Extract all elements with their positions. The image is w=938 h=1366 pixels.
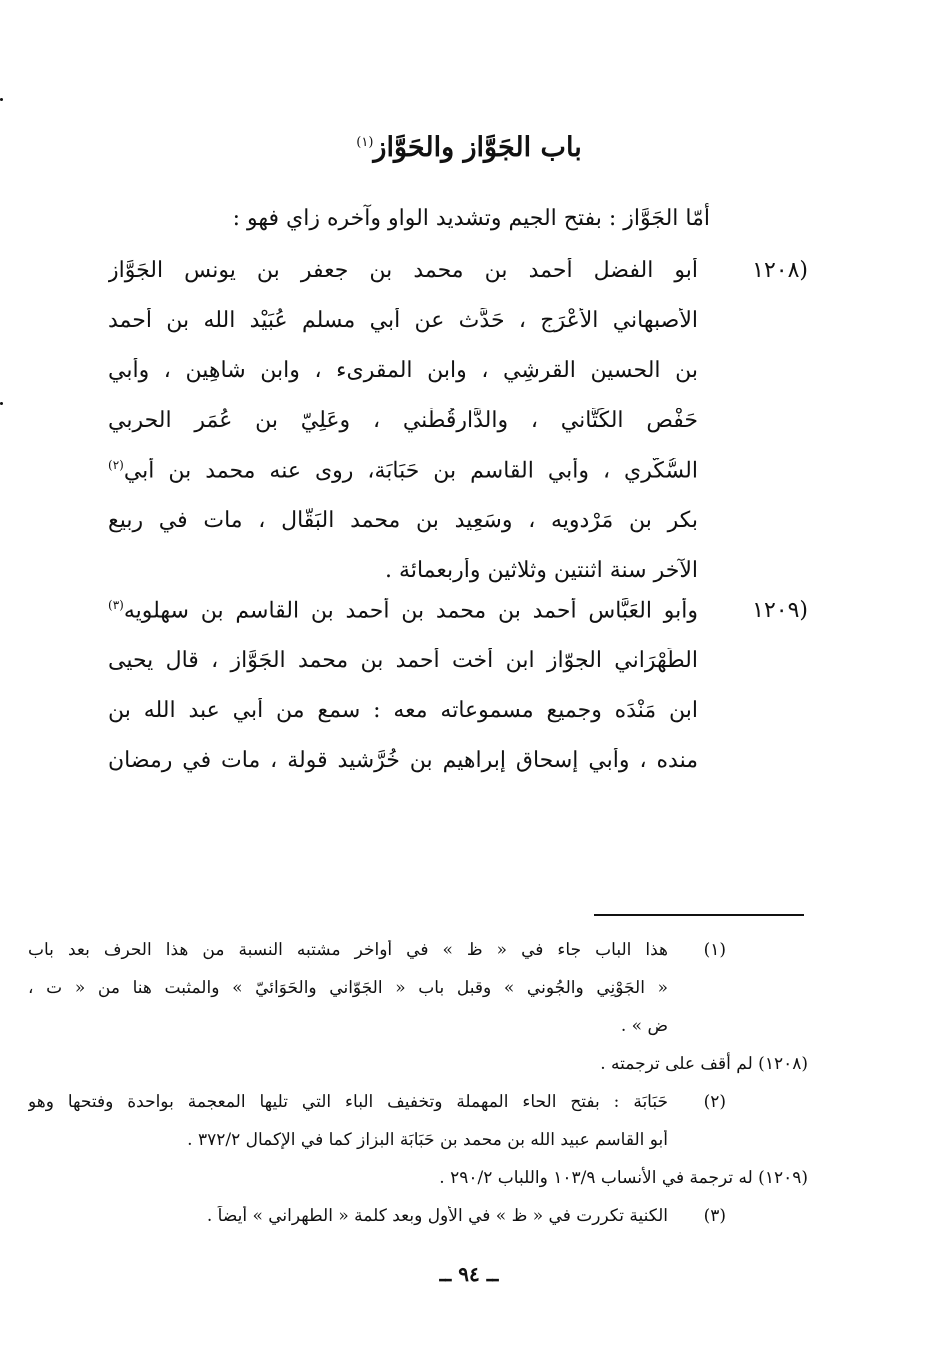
footnote-line: هذا الباب جاء في « ظ » في أواخر مشتبه النسبة من هذا الحرف بعد باب [28,940,668,960]
entry-line-text: السُّكَّري ، وأبي القاسم بن حَبَابَة، روى عنه محمد بن أبي [123,458,698,484]
footnote-text: (١٢٠٩) له ترجمة في الأنساب ١٠٣/٩ واللباب ٢٩٠/٢ . [439,1168,808,1188]
footnote-divider [594,914,804,916]
footnote-number: (٢) [703,1092,726,1112]
entry-line [108,598,698,623]
footnote-text: (١٢٠٨) لم أقف على ترجمته . [600,1054,808,1074]
entry-line: منده ، وأبي إسحاق إبراهيم بن خُرَّشيد قولة ، مات في رمضان [108,748,698,773]
entry-line: الأصبهاني الأعْرَج ، حَدَّث عن أبي مسلم عُبَيْد الله بن أحمد [108,308,698,333]
footnote-marker: (٣) [108,598,124,612]
entry-number: (١٢٠٨ [752,258,808,283]
entry-line: الطِّهْرَاني الجوّاز ابن أخت أحمد بن محمد الجَوَّاز ، قال يحيى [108,648,698,673]
chapter-title [0,132,938,163]
entry-number: (١٢٠٩ [752,598,808,623]
entry-line-text: وأبو العَبَّاس أحمد بن محمد بن أحمد بن القاسم بن سهلويه [123,598,698,624]
entry-line: حَفْص الكَتَّاني ، والدَّارقُطْني ، وعَلِيّ بن عُمَر الحربي [108,408,698,433]
entry-line [108,458,698,483]
entry-line: ابن مَنْدَه وجميع مسموعاته معه : سمع من أبي عبد الله بن [108,698,698,723]
footnote-line: أبو القاسم عبيد الله بن محمد بن حَبَابَة البزاز كما في الإكمال ٣٧٢/٢ . [187,1130,668,1150]
scan-mark [0,402,3,405]
entry-line: بكر بن مَرْدويه ، وسَعِيد بن محمد البَقَّال ، مات في ربيع [108,508,698,533]
footnote-line: « الجَوْنِي والجُوني » وقبل باب « الجَوّاني والحَوَائيّ » والمثبت هنا من « ت ، [28,978,668,998]
chapter-title-text: باب الجَوَّاز والحَوَّاز [373,132,582,163]
page-number: ــ ٩٤ ــ [439,1262,499,1286]
footnote-line: ض » . [620,1016,668,1036]
footnote-marker: (١) [356,135,374,150]
footnote-line: حَبَابَة : بفتح الحاء المهملة وتخفيف الباء التي تليها المعجمة بواحدة وفتحها وهو [28,1092,668,1112]
footnote-number: (٣) [703,1206,726,1226]
footnote-line: الكنية تكررت في « ظ » في الأول وبعد كلمة « الطهراني » أيضاً . [206,1206,668,1226]
footnote-marker: (٢) [108,458,124,472]
intro-line: أمّا الجَوَّاز : بفتح الجيم وتشديد الواو وآخره زاي فهو : [232,206,710,231]
scan-mark [0,98,3,101]
entry-line: بن الحسين القرشِي ، وابن المقرىء ، وابن شاهِين ، وأبي [108,358,698,383]
footnote-number: (١) [703,940,726,960]
entry-line: الآخر سنة اثنتين وثلاثين وأربعمائة . [385,558,698,583]
entry-line: أبو الفضل أحمد بن محمد بن جعفر بن يونس الجَوَّاز [108,258,698,283]
